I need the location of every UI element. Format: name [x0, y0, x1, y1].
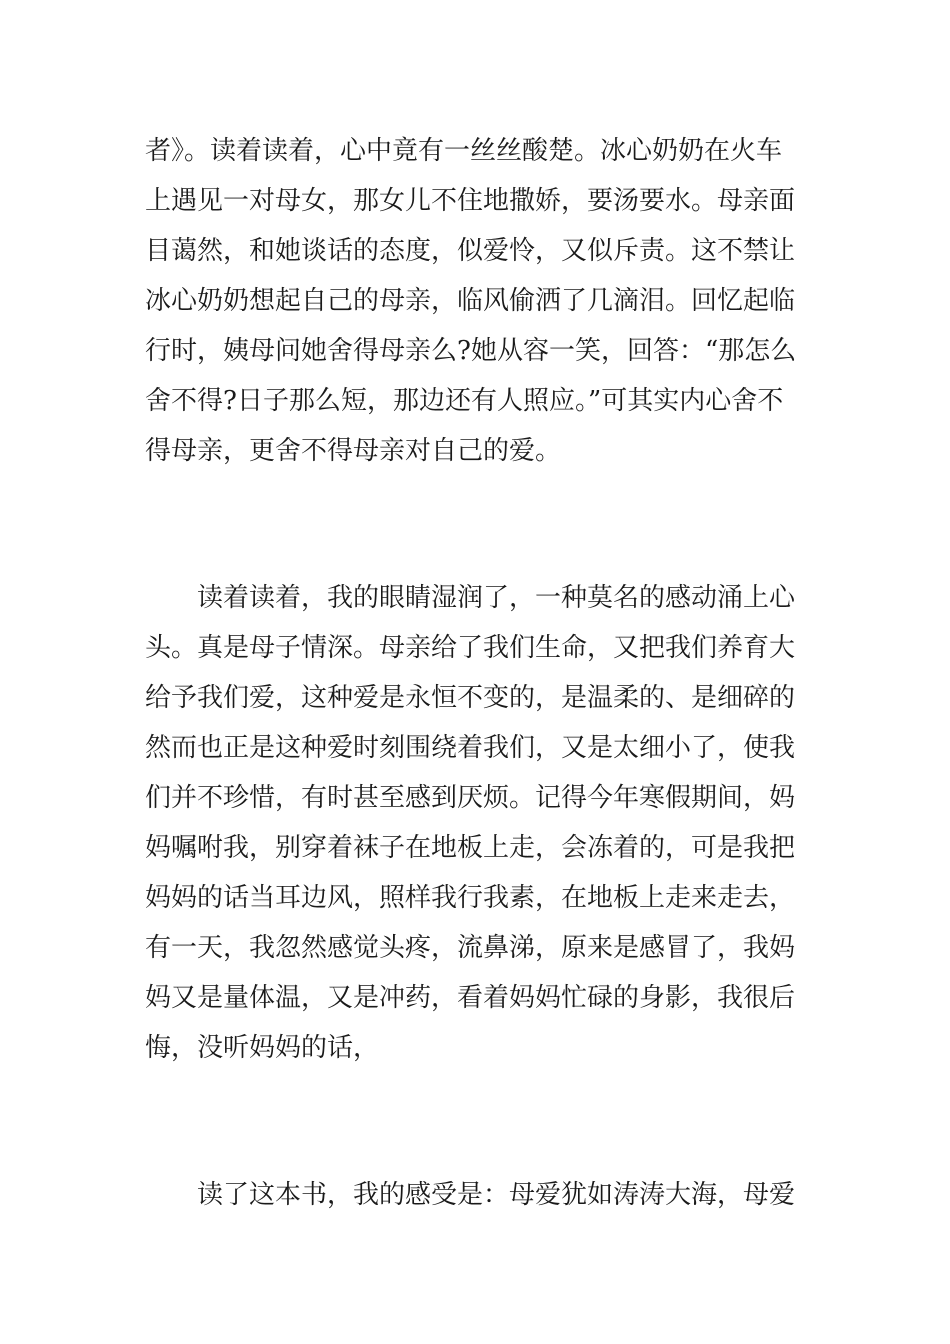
text-line: 头。真是母子情深。母亲给了我们生命，又把我们养育大 — [145, 633, 796, 663]
text-line: 有一天，我忽然感觉头疼，流鼻涕，原来是感冒了，我妈 — [145, 933, 796, 963]
text-line: 上遇见一对母女，那女儿不住地撒娇，要汤要水。母亲面 — [145, 186, 796, 216]
text-line: 给予我们爱，这种爱是永恒不变的，是温柔的、是细碎的 — [145, 683, 796, 713]
text-line: 舍不得?日子那么短，那边还有人照应。”可其实内心舍不 — [145, 386, 784, 416]
text-line: 读了这本书，我的感受是：母爱犹如涛涛大海，母爱 — [197, 1180, 796, 1210]
text-line: 读着读着，我的眼睛湿润了，一种莫名的感动涌上心 — [197, 583, 796, 613]
text-line: 行时，姨母问她舍得母亲么?她从容一笑，回答：“那怎么 — [145, 336, 797, 366]
text-line: 然而也正是这种爱时刻围绕着我们，又是太细小了，使我 — [145, 733, 796, 763]
text-line: 妈嘱咐我，别穿着袜子在地板上走，会冻着的，可是我把 — [145, 833, 796, 863]
text-line: 冰心奶奶想起自己的母亲，临风偷洒了几滴泪。回忆起临 — [145, 286, 796, 316]
text-line: 悔，没听妈妈的话， — [145, 1033, 380, 1063]
text-line: 得母亲，更舍不得母亲对自己的爱。 — [145, 436, 562, 466]
text-line: 者》。读着读着，心中竟有一丝丝酸楚。冰心奶奶在火车 — [145, 136, 783, 166]
text-line: 妈妈的话当耳边风，照样我行我素，在地板上走来走去， — [145, 883, 796, 913]
text-line: 目蔼然，和她谈话的态度，似爱怜，又似斥责。这不禁让 — [145, 236, 796, 266]
text-line: 们并不珍惜，有时甚至感到厌烦。记得今年寒假期间，妈 — [145, 783, 796, 813]
text-line: 妈又是量体温，又是冲药，看着妈妈忙碌的身影，我很后 — [145, 983, 796, 1013]
